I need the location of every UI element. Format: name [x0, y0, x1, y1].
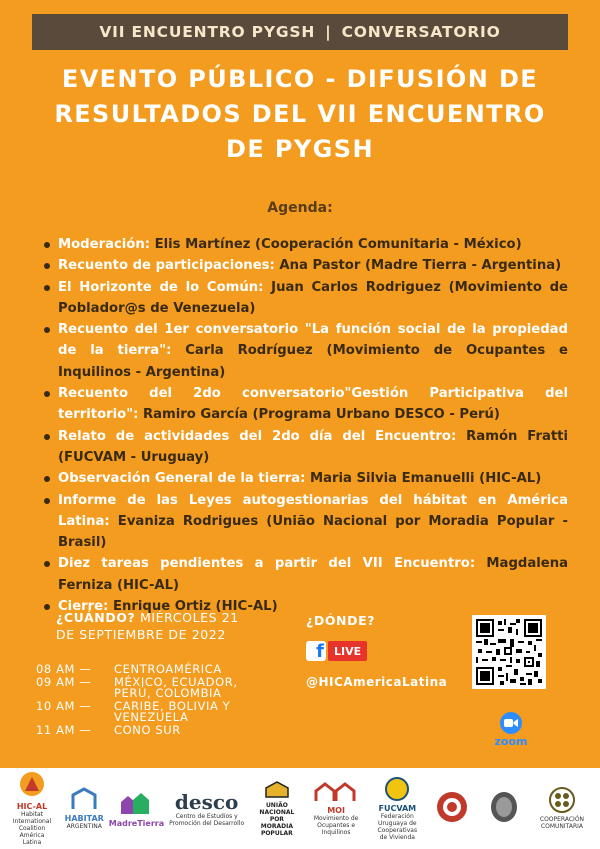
agenda-item	[40, 255, 568, 276]
schedule-zone: CONO SUR	[114, 723, 181, 737]
agenda-role: Moderación:	[58, 237, 151, 252]
bullet-icon	[44, 498, 50, 504]
agenda-speaker: Ramón Fratti (FUCVAM - Uruguay)	[58, 428, 568, 465]
facebook-icon: f	[306, 641, 326, 661]
zoom-link[interactable]	[490, 712, 532, 748]
header-bar	[32, 14, 568, 50]
agenda-speaker: Carla Rodríguez (Movimiento de Ocupantes e Inquilinos - Argentina)	[58, 343, 568, 380]
agenda-item	[40, 319, 568, 383]
schedule	[36, 664, 286, 738]
logo-cooperacion-comunitaria: COOPERACIÓN COMUNITARIA	[534, 787, 590, 830]
when-block	[56, 609, 286, 643]
cooperacion-logo-icon	[549, 787, 575, 813]
agenda-role: Diez tareas pendientes a partir del VII Encuentro:	[58, 556, 476, 572]
agenda-role: Recuento de participaciones:	[58, 258, 275, 274]
agenda-speaker: Enrique Ortiz (HIC-AL)	[108, 599, 278, 615]
agenda-item	[40, 426, 568, 469]
schedule-row	[36, 701, 286, 723]
schedule-time: 11 AM —	[36, 723, 92, 737]
agenda-role: El Horizonte de lo Común:	[58, 279, 264, 295]
logo-uniao-nacional: UNIÃO NACIONAL POR MORADIA POPULAR	[255, 781, 299, 837]
logo-fucvam: FUCVAM Federación Uruguaya de Cooperativas de Vivienda	[373, 777, 421, 841]
logo-madre-tierra: MadreTierra	[114, 790, 158, 828]
live-badge: LIVE	[328, 641, 367, 661]
habitar-logo-icon	[69, 787, 99, 811]
header-type: CONVERSATORIO	[341, 23, 501, 41]
agenda-speaker: Evaniza Rodrigues (União Nacional por Moradia Popular - Brasil)	[58, 513, 568, 551]
logo-moi: MOI Movimiento de Ocupantes e Inquilinos	[307, 781, 365, 836]
logo-red-badge	[430, 790, 474, 827]
agenda-item	[40, 553, 568, 596]
agenda-role: Informe de las Leyes autogestionarias del hábitat en América Latina:	[58, 492, 568, 529]
agenda-speaker: Elis Martínez (Cooperación Comunitaria - México)	[150, 237, 522, 252]
bullet-icon	[44, 263, 50, 269]
bullet-icon	[44, 327, 50, 333]
page-title: EVENTO PÚBLICO - DIFUSIÓN DE RESULTADOS DEL VII ENCUENTRO DE PYGSH	[54, 65, 546, 163]
bullet-icon	[44, 604, 50, 610]
agenda-role: Observación General de la tierra:	[58, 471, 306, 487]
agenda-role: Recuento del 2do conversatorio"Gestión Participativa del territorio":	[58, 386, 568, 423]
bullet-icon	[44, 242, 50, 248]
seal-logo-icon	[488, 790, 520, 824]
schedule-zone: CARIBE, BOLIVIA Y VENEZUELA	[114, 699, 231, 724]
bullet-icon	[44, 476, 50, 482]
logo-seal	[482, 790, 526, 827]
when-date-line2: DE SEPTIEMBRE DE 2022	[56, 627, 226, 642]
bullet-icon	[44, 285, 50, 291]
agenda-role: Relato de actividades del 2do día del Encuentro:	[58, 428, 457, 444]
agenda-list	[40, 234, 568, 617]
where-label: ¿DÓNDE?	[306, 613, 376, 628]
uniao-logo-icon	[264, 781, 290, 799]
agenda-speaker: Maria Silvia Emanuelli (HIC-AL)	[305, 471, 542, 487]
madre-tierra-logo-icon	[119, 790, 153, 816]
agenda-label: Agenda:	[267, 200, 333, 216]
schedule-zone: CENTROAMÉRICA	[114, 662, 222, 676]
moi-logo-icon	[314, 781, 358, 803]
zoom-icon	[500, 712, 522, 734]
agenda-item	[40, 234, 568, 255]
agenda-item	[40, 383, 568, 426]
bullet-icon	[44, 391, 50, 397]
header-event: VII ENCUENTRO PYGSH	[99, 23, 316, 41]
schedule-time: 10 AM —	[36, 699, 92, 713]
schedule-time: 09 AM —	[36, 675, 92, 689]
agenda-role: Recuento del 1er conversatorio "La función social de la propiedad de la tierra":	[58, 322, 568, 359]
agenda-item	[40, 277, 568, 320]
schedule-zone: MÉXICO, ECUADOR, PERÚ, COLOMBIA	[114, 675, 238, 700]
logo-habitar: HABITAR ARGENTINA	[62, 787, 106, 830]
hic-al-logo-icon	[17, 771, 47, 799]
zoom-label: zoom	[494, 735, 528, 748]
schedule-row	[36, 677, 286, 699]
qr-code-icon	[476, 619, 542, 685]
logo-hic-al: HIC-AL Habitat International Coalition América Latina	[10, 771, 54, 846]
when-date-line1: MIÉRCOLES 21	[135, 610, 239, 625]
fucvam-logo-icon	[385, 777, 409, 801]
bullet-icon	[44, 434, 50, 440]
agenda-speaker: Ana Pastor (Madre Tierra - Argentina)	[274, 258, 562, 274]
agenda-speaker: Magdalena Ferniza (HIC-AL)	[58, 556, 568, 593]
agenda-role: Cierre:	[58, 599, 109, 615]
schedule-time: 08 AM —	[36, 662, 92, 676]
bullet-icon	[44, 561, 50, 567]
header-separator: |	[325, 23, 332, 41]
qr-code[interactable]	[472, 615, 546, 689]
agenda-item	[40, 468, 568, 489]
schedule-row	[36, 725, 286, 736]
when-label: ¿CUÁNDO?	[56, 610, 136, 625]
agenda-item	[40, 490, 568, 554]
sponsor-logos	[0, 768, 600, 849]
social-handle-link[interactable]: @HICAmericaLatina	[306, 675, 448, 689]
schedule-row	[36, 664, 286, 675]
facebook-live-link[interactable]	[306, 641, 367, 661]
agenda-speaker: Ramiro García (Programa Urbano DESCO - Perú)	[138, 407, 500, 423]
red-badge-logo-icon	[435, 790, 469, 824]
agenda-speaker: Juan Carlos Rodriguez (Movimiento de Poblador@s de Venezuela)	[58, 279, 568, 316]
logo-desco: desco Centro de Estudios y Promoción del Desarrollo	[169, 789, 245, 827]
